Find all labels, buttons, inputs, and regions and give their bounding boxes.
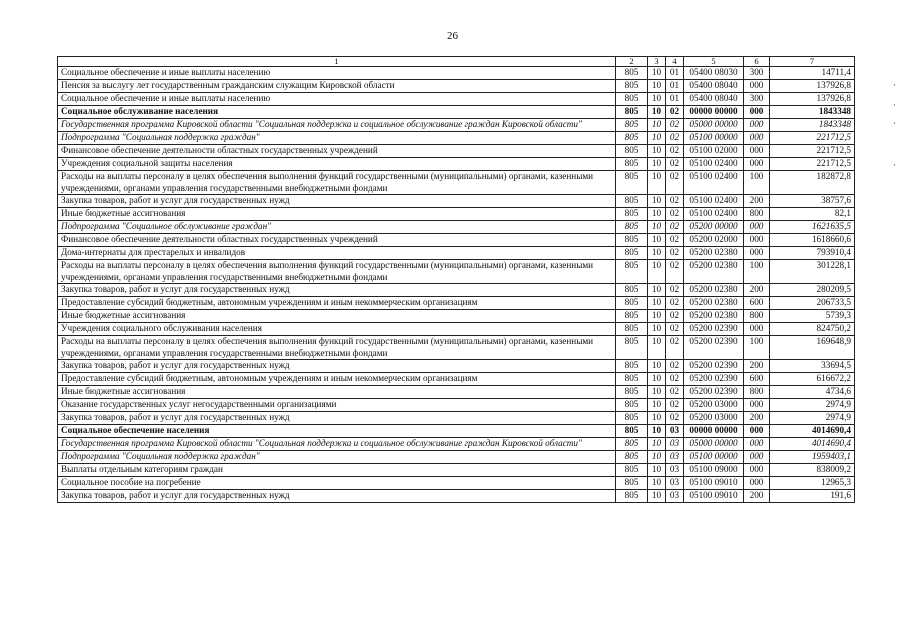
row-value-cell: 000 (744, 438, 770, 451)
row-name-cell: Иные бюджетные ассигнования (58, 208, 616, 221)
row-name-cell: Расходы на выплаты персоналу в целях обеспечения выполнения функций государственными (муниципальными) органами, казенными учреждениями, органами управления государственными внебюджетными фондами (58, 171, 616, 195)
margin-mark: · (893, 160, 896, 170)
row-value-cell: 10 (648, 425, 666, 438)
table-row (58, 171, 855, 195)
row-value-cell: 38757,6 (770, 195, 855, 208)
table-row (58, 360, 855, 373)
row-value-cell: 824750,2 (770, 323, 855, 336)
row-name-cell: Социальное обеспечение и иные выплаты населению (58, 93, 616, 106)
row-name-cell: Иные бюджетные ассигнования (58, 386, 616, 399)
row-value-cell: 02 (666, 399, 684, 412)
table-row (58, 260, 855, 284)
row-value-cell: 805 (616, 67, 648, 80)
table-row (58, 67, 855, 80)
row-value-cell: 02 (666, 158, 684, 171)
table-row (58, 119, 855, 132)
row-value-cell: 05200 02390 (684, 336, 744, 360)
row-value-cell: 000 (744, 425, 770, 438)
row-value-cell: 02 (666, 106, 684, 119)
row-value-cell: 805 (616, 399, 648, 412)
row-value-cell: 805 (616, 80, 648, 93)
row-value-cell: 02 (666, 119, 684, 132)
row-value-cell: 805 (616, 477, 648, 490)
row-name-cell: Иные бюджетные ассигнования (58, 310, 616, 323)
row-value-cell: 02 (666, 221, 684, 234)
row-value-cell: 01 (666, 80, 684, 93)
row-value-cell: 805 (616, 132, 648, 145)
row-value-cell: 805 (616, 451, 648, 464)
row-value-cell: 137926,8 (770, 93, 855, 106)
column-header: 4 (666, 57, 684, 67)
row-value-cell: 03 (666, 425, 684, 438)
table-body (58, 67, 855, 503)
row-value-cell: 805 (616, 464, 648, 477)
row-value-cell: 05100 02000 (684, 145, 744, 158)
column-header: 1 (58, 57, 616, 67)
row-name-cell: Государственная программа Кировской области "Социальная поддержка и социальное обслуживание граждан Кировской области" (58, 438, 616, 451)
row-value-cell: 10 (648, 221, 666, 234)
row-value-cell: 02 (666, 132, 684, 145)
row-value-cell: 2974,9 (770, 399, 855, 412)
row-value-cell: 02 (666, 171, 684, 195)
row-value-cell: 221712,5 (770, 145, 855, 158)
row-value-cell: 2974,9 (770, 412, 855, 425)
row-value-cell: 05100 00000 (684, 132, 744, 145)
row-value-cell: 221712,5 (770, 132, 855, 145)
row-name-cell: Социальное обеспечение населения (58, 425, 616, 438)
row-value-cell: 10 (648, 336, 666, 360)
row-value-cell: 805 (616, 195, 648, 208)
row-value-cell: 4014690,4 (770, 425, 855, 438)
row-value-cell: 01 (666, 93, 684, 106)
row-value-cell: 10 (648, 93, 666, 106)
column-header: 3 (648, 57, 666, 67)
row-value-cell: 05100 00000 (684, 451, 744, 464)
row-value-cell: 03 (666, 490, 684, 503)
row-name-cell: Дома-интернаты для престарелых и инвалидов (58, 247, 616, 260)
row-value-cell: 02 (666, 360, 684, 373)
table-row (58, 425, 855, 438)
row-value-cell: 600 (744, 297, 770, 310)
table-row (58, 310, 855, 323)
row-value-cell: 10 (648, 208, 666, 221)
row-value-cell: 10 (648, 158, 666, 171)
row-value-cell: 000 (744, 80, 770, 93)
row-value-cell: 10 (648, 260, 666, 284)
row-value-cell: 805 (616, 208, 648, 221)
table-row (58, 490, 855, 503)
table-row (58, 451, 855, 464)
row-value-cell: 10 (648, 106, 666, 119)
row-value-cell: 05200 03000 (684, 399, 744, 412)
row-value-cell: 00000 00000 (684, 425, 744, 438)
row-name-cell: Финансовое обеспечение деятельности областных государственных учреждений (58, 234, 616, 247)
table-row (58, 195, 855, 208)
table-row (58, 284, 855, 297)
table-row (58, 438, 855, 451)
row-value-cell: 05200 00000 (684, 221, 744, 234)
row-value-cell: 169648,9 (770, 336, 855, 360)
row-value-cell: 300 (744, 93, 770, 106)
row-value-cell: 300 (744, 67, 770, 80)
table-row (58, 221, 855, 234)
row-value-cell: 05200 02390 (684, 373, 744, 386)
row-name-cell: Государственная программа Кировской области "Социальная поддержка и социальное обслуживание граждан Кировской области" (58, 119, 616, 132)
row-value-cell: 805 (616, 323, 648, 336)
row-value-cell: 805 (616, 386, 648, 399)
row-value-cell: 10 (648, 145, 666, 158)
table-row (58, 93, 855, 106)
row-value-cell: 805 (616, 106, 648, 119)
row-value-cell: 10 (648, 234, 666, 247)
row-value-cell: 805 (616, 360, 648, 373)
row-name-cell: Закупка товаров, работ и услуг для государственных нужд (58, 284, 616, 297)
budget-table (57, 56, 855, 503)
row-value-cell: 100 (744, 171, 770, 195)
row-value-cell: 05200 03000 (684, 412, 744, 425)
row-value-cell: 000 (744, 477, 770, 490)
row-value-cell: 805 (616, 310, 648, 323)
row-value-cell: 14711,4 (770, 67, 855, 80)
table-row (58, 297, 855, 310)
row-value-cell: 280209,5 (770, 284, 855, 297)
table-row (58, 336, 855, 360)
table-row (58, 464, 855, 477)
row-value-cell: 01 (666, 67, 684, 80)
row-value-cell: 05200 02380 (684, 310, 744, 323)
row-value-cell: 10 (648, 490, 666, 503)
row-value-cell: 000 (744, 399, 770, 412)
row-name-cell: Подпрограмма "Социальное обслуживание граждан" (58, 221, 616, 234)
row-value-cell: 10 (648, 360, 666, 373)
margin-mark: · (893, 100, 896, 110)
row-value-cell: 02 (666, 323, 684, 336)
row-value-cell: 805 (616, 373, 648, 386)
row-name-cell: Учреждения социального обслуживания населения (58, 323, 616, 336)
row-value-cell: 805 (616, 425, 648, 438)
row-value-cell: 1621635,5 (770, 221, 855, 234)
row-value-cell: 10 (648, 464, 666, 477)
row-value-cell: 1843348 (770, 119, 855, 132)
row-value-cell: 805 (616, 297, 648, 310)
column-header: 2 (616, 57, 648, 67)
table-row (58, 208, 855, 221)
row-name-cell: Пенсия за выслугу лет государственным гражданским служащим Кировской области (58, 80, 616, 93)
row-value-cell: 000 (744, 221, 770, 234)
table-header-row (58, 57, 855, 67)
column-header: 7 (770, 57, 855, 67)
row-value-cell: 02 (666, 284, 684, 297)
row-value-cell: 05100 09000 (684, 464, 744, 477)
row-value-cell: 10 (648, 171, 666, 195)
table-row (58, 399, 855, 412)
row-value-cell: 805 (616, 336, 648, 360)
row-value-cell: 805 (616, 490, 648, 503)
row-value-cell: 02 (666, 195, 684, 208)
row-value-cell: 05200 02390 (684, 386, 744, 399)
table-row (58, 80, 855, 93)
row-value-cell: 000 (744, 451, 770, 464)
row-value-cell: 000 (744, 158, 770, 171)
row-value-cell: 1618660,6 (770, 234, 855, 247)
row-value-cell: 05100 02400 (684, 171, 744, 195)
table-row (58, 386, 855, 399)
row-value-cell: 191,6 (770, 490, 855, 503)
row-value-cell: 10 (648, 119, 666, 132)
row-value-cell: 10 (648, 80, 666, 93)
row-value-cell: 12965,3 (770, 477, 855, 490)
row-value-cell: 805 (616, 145, 648, 158)
row-name-cell: Социальное пособие на погребение (58, 477, 616, 490)
row-value-cell: 805 (616, 221, 648, 234)
row-name-cell: Оказание государственных услуг негосударственными организациями (58, 399, 616, 412)
row-value-cell: 800 (744, 386, 770, 399)
row-value-cell: 100 (744, 260, 770, 284)
row-value-cell: 000 (744, 132, 770, 145)
row-value-cell: 05100 09010 (684, 490, 744, 503)
row-value-cell: 1843348 (770, 106, 855, 119)
table-row (58, 412, 855, 425)
row-value-cell: 02 (666, 412, 684, 425)
row-value-cell: 10 (648, 373, 666, 386)
row-value-cell: 805 (616, 438, 648, 451)
row-value-cell: 1959403,1 (770, 451, 855, 464)
margin-mark: · (893, 80, 896, 90)
row-value-cell: 02 (666, 336, 684, 360)
row-value-cell: 5739,3 (770, 310, 855, 323)
row-value-cell: 805 (616, 284, 648, 297)
row-value-cell: 805 (616, 171, 648, 195)
row-name-cell: Предоставление субсидий бюджетным, автономным учреждениям и иным некоммерческим организациям (58, 297, 616, 310)
row-value-cell: 02 (666, 247, 684, 260)
row-value-cell: 05100 02400 (684, 195, 744, 208)
row-value-cell: 10 (648, 399, 666, 412)
margin-mark: · (893, 118, 896, 128)
row-value-cell: 600 (744, 373, 770, 386)
row-value-cell: 805 (616, 412, 648, 425)
row-name-cell: Расходы на выплаты персоналу в целях обеспечения выполнения функций государственными (муниципальными) органами, казенными учреждениями, органами управления государственными внебюджетными фондами (58, 336, 616, 360)
row-name-cell: Учреждения социальной защиты населения (58, 158, 616, 171)
row-name-cell: Социальное обеспечение и иные выплаты населению (58, 67, 616, 80)
row-value-cell: 182872,8 (770, 171, 855, 195)
row-value-cell: 200 (744, 412, 770, 425)
row-value-cell: 05400 08030 (684, 67, 744, 80)
row-value-cell: 05100 09010 (684, 477, 744, 490)
row-value-cell: 805 (616, 93, 648, 106)
column-header: 6 (744, 57, 770, 67)
row-value-cell: 03 (666, 464, 684, 477)
row-name-cell: Подпрограмма "Социальная поддержка граждан" (58, 451, 616, 464)
table-row (58, 158, 855, 171)
row-value-cell: 200 (744, 360, 770, 373)
row-value-cell: 100 (744, 336, 770, 360)
row-value-cell: 10 (648, 310, 666, 323)
row-value-cell: 793910,4 (770, 247, 855, 260)
row-value-cell: 805 (616, 247, 648, 260)
table-row (58, 373, 855, 386)
row-value-cell: 33694,5 (770, 360, 855, 373)
row-name-cell: Закупка товаров, работ и услуг для государственных нужд (58, 412, 616, 425)
row-value-cell: 05000 00000 (684, 119, 744, 132)
row-value-cell: 10 (648, 323, 666, 336)
row-value-cell: 4014690,4 (770, 438, 855, 451)
row-name-cell: Социальное обслуживание населения (58, 106, 616, 119)
row-name-cell: Предоставление субсидий бюджетным, автономным учреждениям и иным некоммерческим организациям (58, 373, 616, 386)
row-value-cell: 301228,1 (770, 260, 855, 284)
row-value-cell: 05200 02380 (684, 284, 744, 297)
row-name-cell: Закупка товаров, работ и услуг для государственных нужд (58, 360, 616, 373)
row-value-cell: 10 (648, 412, 666, 425)
row-value-cell: 03 (666, 438, 684, 451)
row-value-cell: 05200 02380 (684, 297, 744, 310)
row-value-cell: 10 (648, 451, 666, 464)
table-row (58, 234, 855, 247)
row-value-cell: 616672,2 (770, 373, 855, 386)
row-value-cell: 4734,6 (770, 386, 855, 399)
row-value-cell: 10 (648, 67, 666, 80)
row-value-cell: 000 (744, 464, 770, 477)
row-value-cell: 05200 02390 (684, 360, 744, 373)
row-value-cell: 05200 02390 (684, 323, 744, 336)
row-value-cell: 137926,8 (770, 80, 855, 93)
row-value-cell: 10 (648, 284, 666, 297)
row-value-cell: 02 (666, 145, 684, 158)
table-row (58, 145, 855, 158)
row-value-cell: 02 (666, 386, 684, 399)
row-value-cell: 03 (666, 451, 684, 464)
row-value-cell: 03 (666, 477, 684, 490)
column-header: 5 (684, 57, 744, 67)
row-value-cell: 805 (616, 158, 648, 171)
row-value-cell: 206733,5 (770, 297, 855, 310)
table-row (58, 132, 855, 145)
row-value-cell: 000 (744, 323, 770, 336)
row-value-cell: 82,1 (770, 208, 855, 221)
row-name-cell: Закупка товаров, работ и услуг для государственных нужд (58, 490, 616, 503)
row-value-cell: 000 (744, 234, 770, 247)
row-value-cell: 05400 08040 (684, 80, 744, 93)
table-row (58, 247, 855, 260)
row-value-cell: 05200 02000 (684, 234, 744, 247)
row-value-cell: 221712,5 (770, 158, 855, 171)
row-value-cell: 02 (666, 373, 684, 386)
row-value-cell: 02 (666, 310, 684, 323)
table-row (58, 106, 855, 119)
row-value-cell: 02 (666, 208, 684, 221)
row-value-cell: 02 (666, 234, 684, 247)
table-row (58, 477, 855, 490)
row-value-cell: 02 (666, 297, 684, 310)
row-value-cell: 05200 02380 (684, 247, 744, 260)
table-row (58, 323, 855, 336)
row-value-cell: 838009,2 (770, 464, 855, 477)
row-name-cell: Закупка товаров, работ и услуг для государственных нужд (58, 195, 616, 208)
row-value-cell: 805 (616, 234, 648, 247)
row-value-cell: 10 (648, 386, 666, 399)
page-number: 26 (447, 30, 458, 42)
row-value-cell: 10 (648, 438, 666, 451)
row-value-cell: 200 (744, 284, 770, 297)
row-value-cell: 805 (616, 119, 648, 132)
row-value-cell: 200 (744, 490, 770, 503)
row-value-cell: 05200 02380 (684, 260, 744, 284)
row-value-cell: 05400 08040 (684, 93, 744, 106)
row-value-cell: 10 (648, 195, 666, 208)
row-value-cell: 000 (744, 106, 770, 119)
row-value-cell: 000 (744, 247, 770, 260)
row-value-cell: 800 (744, 208, 770, 221)
row-value-cell: 05100 02400 (684, 158, 744, 171)
row-value-cell: 02 (666, 260, 684, 284)
row-value-cell: 200 (744, 195, 770, 208)
row-value-cell: 000 (744, 119, 770, 132)
row-value-cell: 800 (744, 310, 770, 323)
row-value-cell: 05100 02400 (684, 208, 744, 221)
row-name-cell: Финансовое обеспечение деятельности областных государственных учреждений (58, 145, 616, 158)
row-name-cell: Расходы на выплаты персоналу в целях обеспечения выполнения функций государственными (муниципальными) органами, казенными учреждениями, органами управления государственными внебюджетными фондами (58, 260, 616, 284)
row-value-cell: 000 (744, 145, 770, 158)
row-value-cell: 10 (648, 477, 666, 490)
row-value-cell: 10 (648, 247, 666, 260)
row-name-cell: Подпрограмма "Социальная поддержка граждан" (58, 132, 616, 145)
row-value-cell: 05000 00000 (684, 438, 744, 451)
row-value-cell: 805 (616, 260, 648, 284)
row-value-cell: 10 (648, 297, 666, 310)
row-name-cell: Выплаты отдельным категориям граждан (58, 464, 616, 477)
row-value-cell: 00000 00000 (684, 106, 744, 119)
row-value-cell: 10 (648, 132, 666, 145)
